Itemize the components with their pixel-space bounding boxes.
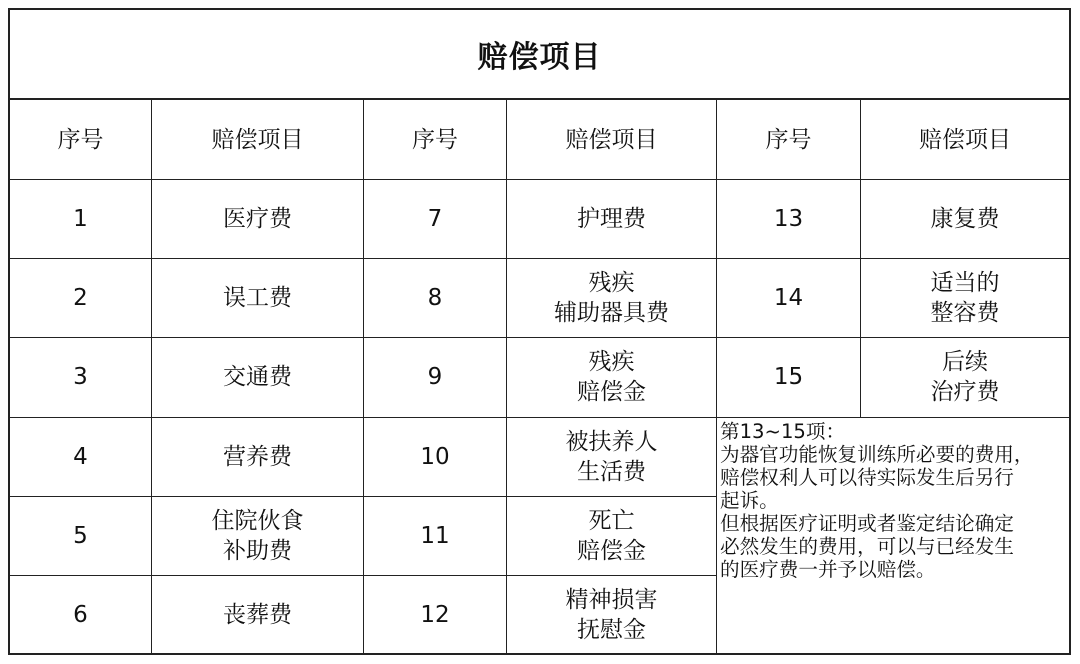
row-item <box>507 418 717 497</box>
note-line: 为器官功能恢复训练所必要的费用， <box>720 442 1034 466</box>
header-seq-text: 序号 <box>57 126 104 153</box>
row-item-text: 残疾 <box>588 349 635 376</box>
row-number <box>717 338 861 417</box>
row-item <box>152 418 364 497</box>
header-item-text: 赔偿项目 <box>919 126 1011 153</box>
row-number-text: 12 <box>420 601 450 628</box>
row-number <box>364 338 507 417</box>
row-number-text: 1 <box>73 206 88 233</box>
row-item <box>861 338 1069 417</box>
row-item <box>152 338 364 417</box>
note-line: 第13~15项： <box>720 419 846 443</box>
row-item <box>152 259 364 338</box>
row-item-text: 生活费 <box>577 458 646 485</box>
row-number-text: 3 <box>73 364 88 391</box>
row-number <box>364 418 507 497</box>
row-number <box>10 180 152 259</box>
row-item-text: 整容费 <box>930 300 1000 327</box>
row-item-text: 精神损害 <box>565 586 658 613</box>
row-number-text: 13 <box>773 206 804 233</box>
row-item <box>152 180 364 259</box>
row-number <box>10 259 152 338</box>
row-number <box>364 497 507 576</box>
row-item <box>507 497 717 576</box>
header-item-text: 赔偿项目 <box>211 126 304 153</box>
row-number <box>364 180 507 259</box>
note-line: 的医疗费一并予以赔偿。 <box>720 557 936 581</box>
row-number-text: 6 <box>73 601 88 628</box>
row-item-text: 适当的 <box>930 270 1000 297</box>
note-line: 起诉。 <box>720 488 779 512</box>
row-number <box>10 338 152 417</box>
row-number <box>364 259 507 338</box>
row-item-text: 丧葬费 <box>223 601 292 628</box>
row-number <box>10 576 152 653</box>
row-number-text: 8 <box>427 285 443 312</box>
row-number-text: 14 <box>773 285 804 312</box>
row-number-text: 4 <box>73 443 88 470</box>
row-number <box>717 180 861 259</box>
row-number <box>10 497 152 576</box>
note-line: 必然发生的费用，可以与已经发生 <box>720 534 1014 558</box>
row-number <box>364 576 507 653</box>
header-item <box>152 100 364 180</box>
row-number-text: 11 <box>420 522 450 549</box>
header-seq-text: 序号 <box>412 126 458 153</box>
row-number-text: 7 <box>427 206 443 233</box>
note-line: 但根据医疗证明或者鉴定结论确定 <box>720 511 1014 535</box>
row-number-text: 10 <box>420 443 450 470</box>
row-item <box>507 259 717 338</box>
header-seq <box>717 100 861 180</box>
row-item <box>152 497 364 576</box>
compensation-table <box>8 8 1071 655</box>
row-item-text: 营养费 <box>223 443 292 470</box>
row-item-text: 住院伙食 <box>211 507 304 534</box>
row-number <box>10 418 152 497</box>
row-item-text: 误工费 <box>223 285 292 312</box>
table-title: 赔偿项目 <box>10 10 1069 100</box>
row-item <box>861 259 1069 338</box>
row-item <box>507 180 717 259</box>
row-item-text: 交通费 <box>223 364 292 391</box>
row-item-text: 补助费 <box>223 537 292 564</box>
header-seq <box>364 100 507 180</box>
row-item-text: 康复费 <box>930 206 1000 233</box>
row-item-text: 被扶养人 <box>565 428 658 455</box>
row-number-text: 15 <box>773 364 804 391</box>
row-item <box>152 576 364 653</box>
row-item-text: 治疗费 <box>930 379 1000 406</box>
row-number-text: 9 <box>427 364 443 391</box>
note-block <box>717 418 1069 653</box>
header-item <box>507 100 717 180</box>
row-item-text: 残疾 <box>588 270 635 297</box>
row-item-text: 护理费 <box>577 206 646 233</box>
row-item-text: 死亡 <box>588 507 635 534</box>
row-number-text: 2 <box>73 285 88 312</box>
header-item <box>861 100 1069 180</box>
row-item-text: 赔偿金 <box>577 537 646 564</box>
row-item-text: 后续 <box>942 349 988 376</box>
row-item-text: 辅助器具费 <box>554 300 669 327</box>
header-seq-text: 序号 <box>765 126 812 153</box>
row-item <box>507 338 717 417</box>
row-number <box>717 259 861 338</box>
row-item-text: 赔偿金 <box>577 379 646 406</box>
row-number-text: 5 <box>73 522 88 549</box>
note-line: 赔偿权利人可以待实际发生后另行 <box>720 465 1014 489</box>
row-item-text: 抚慰金 <box>577 616 646 643</box>
row-item <box>861 180 1069 259</box>
row-item-text: 医疗费 <box>223 206 292 233</box>
header-seq <box>10 100 152 180</box>
header-item-text: 赔偿项目 <box>565 126 658 153</box>
row-item <box>507 576 717 653</box>
